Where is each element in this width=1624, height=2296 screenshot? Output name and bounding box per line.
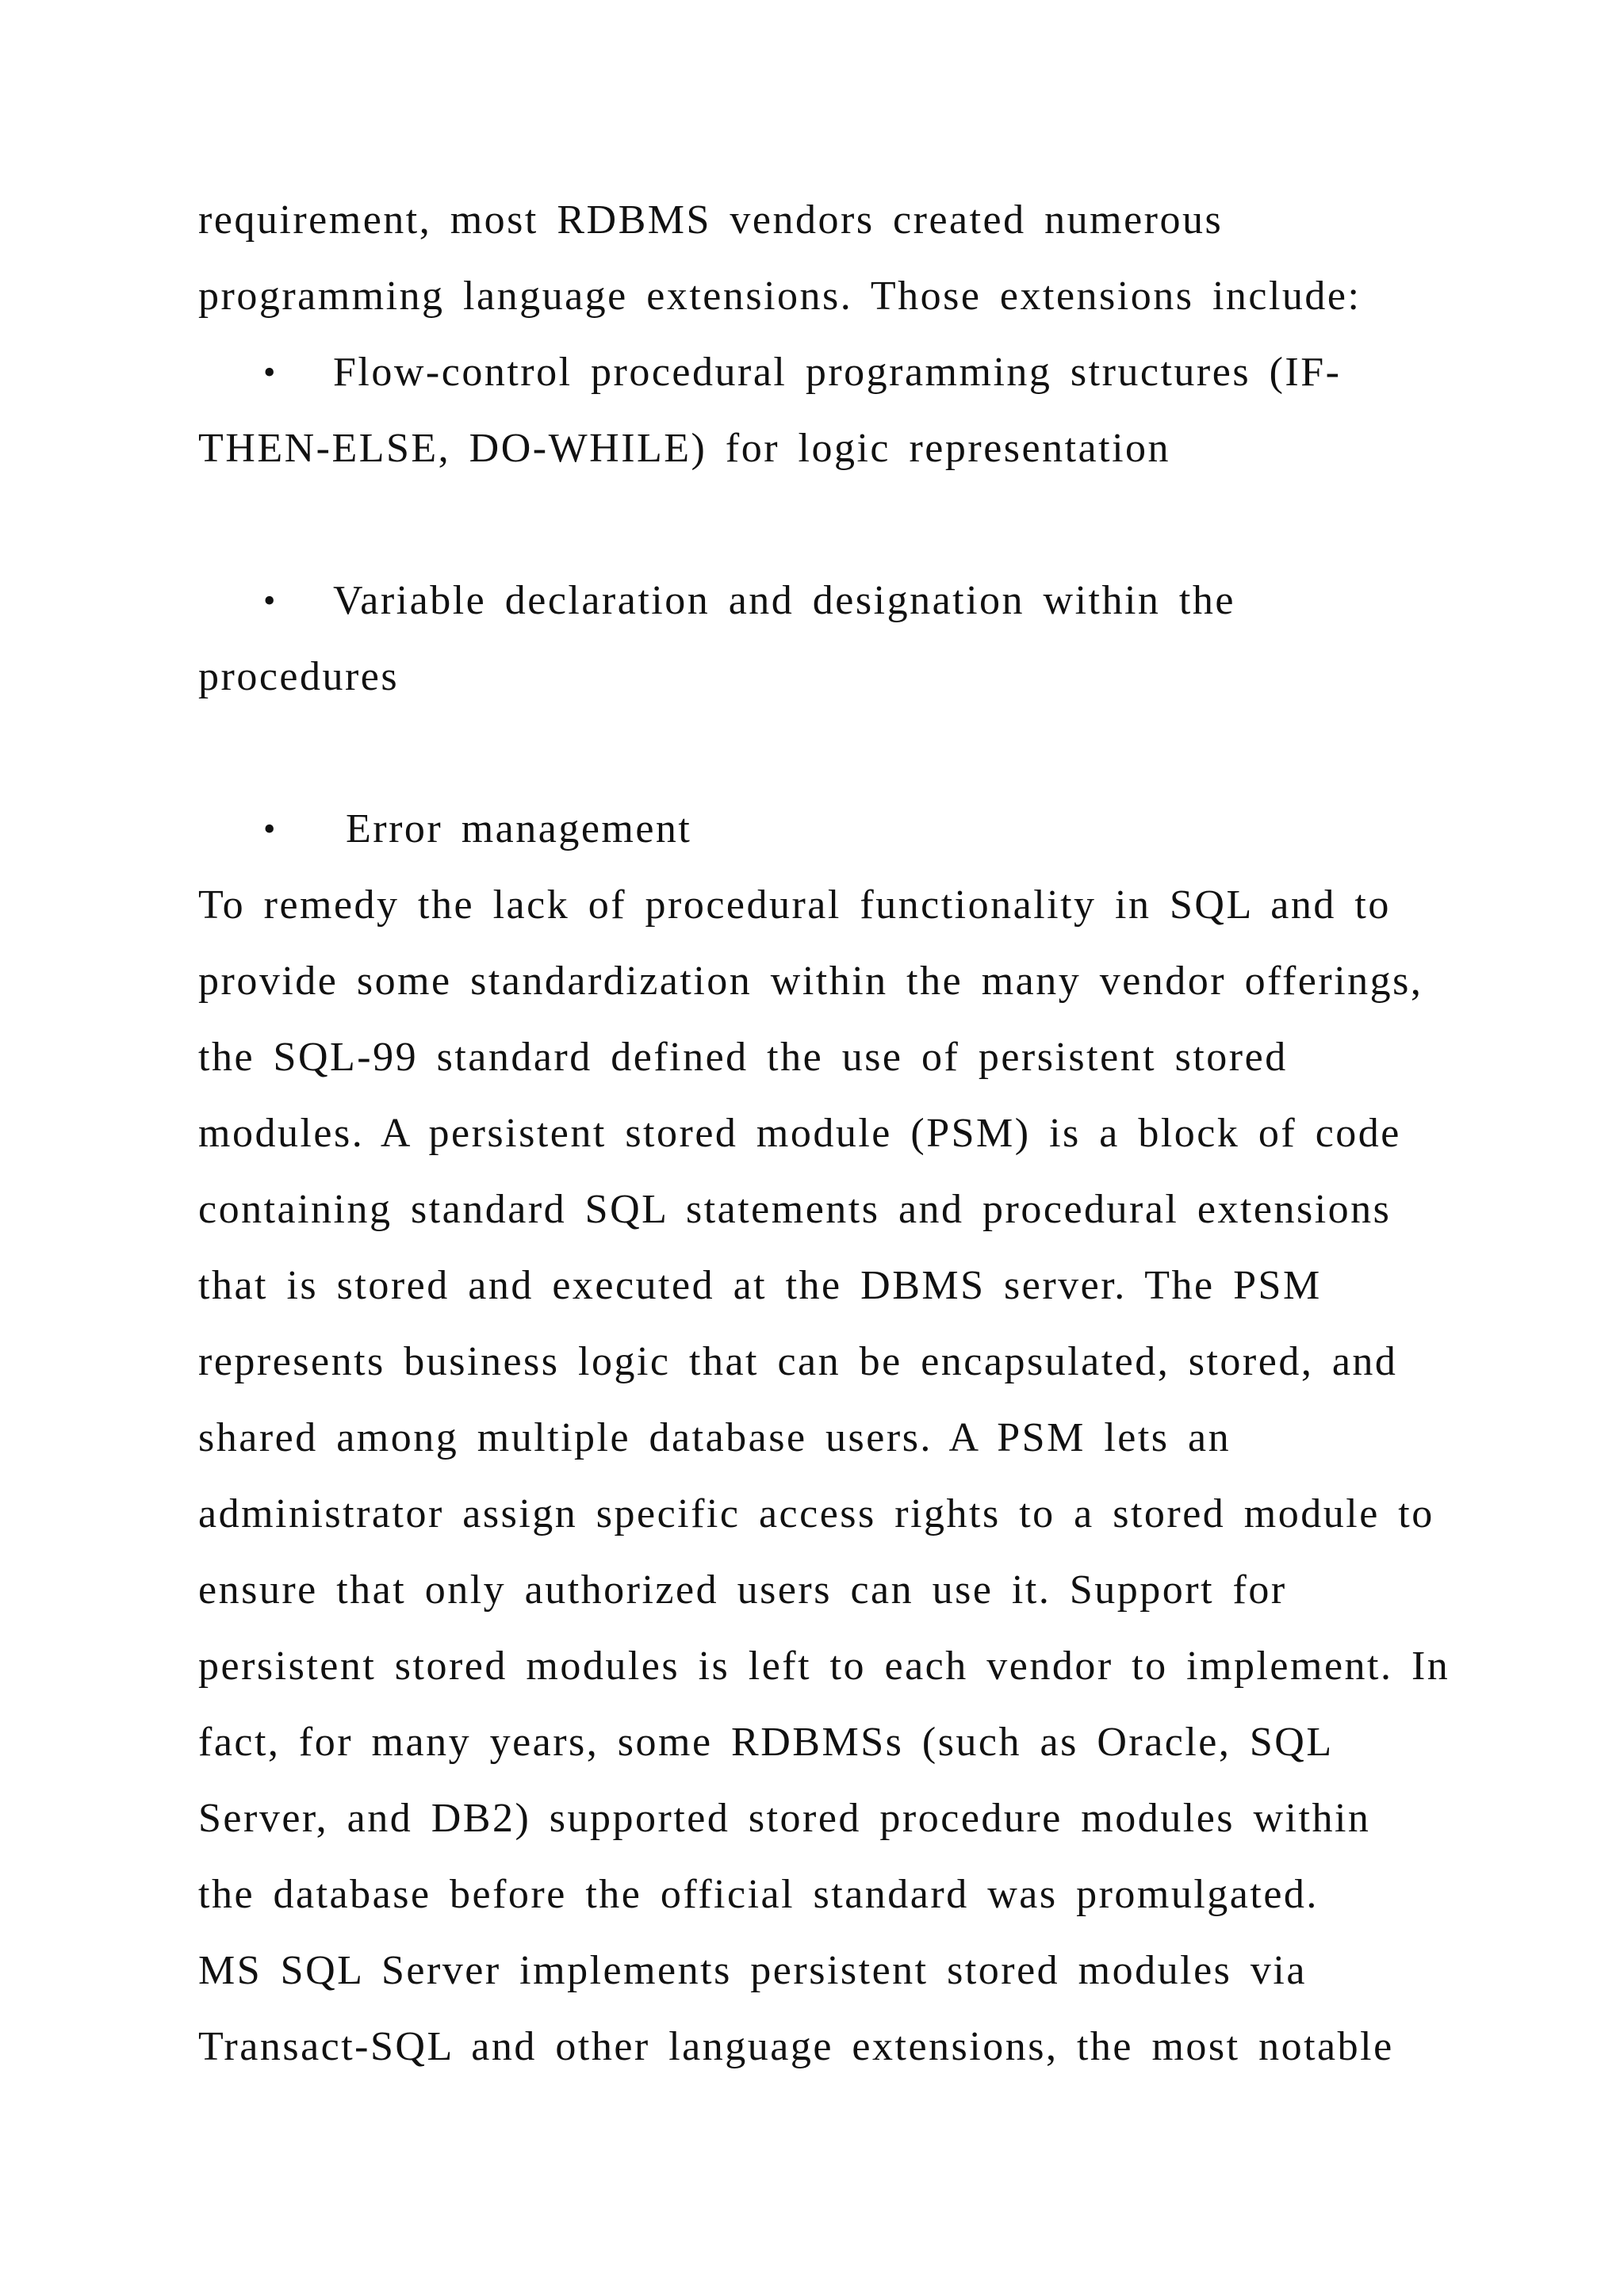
body-line-8: shared among multiple database users. A PSM lets an — [198, 1415, 1231, 1460]
body-line-9: administrator assign specific access rights to a stored module to — [198, 1491, 1434, 1536]
bullet-icon: • — [263, 353, 276, 392]
body-line-13: Server, and DB2) supported stored procedure modules within — [198, 1796, 1371, 1841]
bullet-1-line-2: THEN-ELSE, DO-WHILE) for logic representation — [198, 426, 1171, 471]
body-line-16: Transact-SQL and other language extensions, the most notable — [198, 2024, 1394, 2069]
bullet-1-line-1: Flow-control procedural programming structures (IF- — [333, 350, 1342, 395]
body-line-5: containing standard SQL statements and procedural extensions — [198, 1187, 1392, 1232]
body-line-7: represents business logic that can be encapsulated, stored, and — [198, 1339, 1398, 1384]
bullet-icon: • — [263, 581, 276, 620]
body-line-2: provide some standardization within the many vendor offerings, — [198, 959, 1423, 1004]
body-line-10: ensure that only authorized users can use it. Support for — [198, 1567, 1287, 1613]
body-line-12: fact, for many years, some RDBMSs (such as Oracle, SQL — [198, 1720, 1334, 1765]
body-line-14: the database before the official standard was promulgated. — [198, 1872, 1319, 1917]
body-line-3: the SQL-99 standard defined the use of persistent stored — [198, 1035, 1288, 1080]
body-line-11: persistent stored modules is left to each vendor to implement. In — [198, 1644, 1450, 1689]
bullet-3-line-1: Error management — [346, 806, 692, 851]
intro-line-2: programming language extensions. Those extensions include: — [198, 274, 1362, 319]
bullet-2-line-2: procedures — [198, 654, 400, 699]
intro-line-1: requirement, most RDBMS vendors created numerous — [198, 197, 1224, 243]
body-line-1: To remedy the lack of procedural functionality in SQL and to — [198, 882, 1391, 928]
body-line-6: that is stored and executed at the DBMS server. The PSM — [198, 1263, 1322, 1308]
body-line-4: modules. A persistent stored module (PSM) is a block of code — [198, 1111, 1401, 1156]
bullet-2-line-1: Variable declaration and designation within the — [333, 578, 1235, 623]
body-line-15: MS SQL Server implements persistent stored modules via — [198, 1948, 1307, 1993]
bullet-icon: • — [263, 809, 276, 848]
